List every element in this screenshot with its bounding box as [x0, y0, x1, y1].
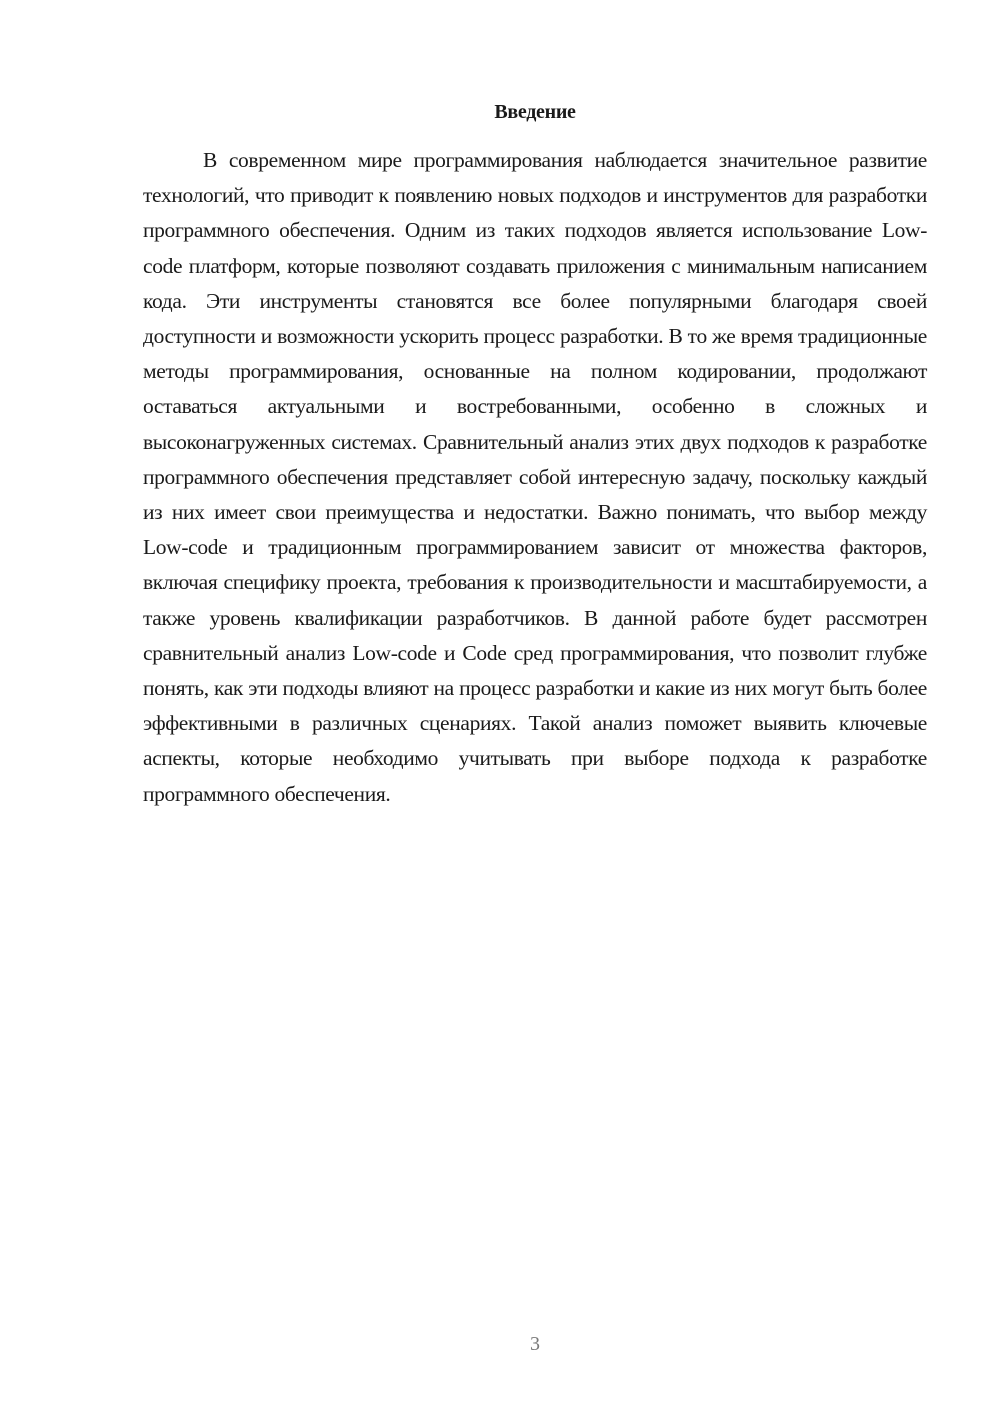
body-paragraph: В современном мире программирования наблюдается значительное развитие технологий, что приводит к появлению новых подходов и инструментов для разработки программного обеспечения. Одним из таких подходов является использование Low-code платформ, которые позволяют создавать приложения с минимальным написанием кода. Эти инструменты становятся все более популярными благодаря своей доступности и возможности ускорить процесс разработки. В то же время традиционные методы программирования, основанные на полном кодировании, продолжают оставаться актуальными и востребованными, особенно в сложных и высоконагруженных системах. Сравнительный анализ этих двух подходов к разработке программного обеспечения представляет собой интересную задачу, поскольку каждый из них имеет свои преимущества и недостатки. Важно понимать, что выбор между Low-code и традиционным программированием зависит от множества факторов, включая специфику проекта, требования к производительности и масштабируемости, а также уровень квалификации разработчиков. В данной работе будет рассмотрен сравнительный анализ Low-code и Code сред программирования, что позволит глубже понять, как эти подходы влияют на процесс разработки и какие из них могут быть более эффективными в различных сценариях. Такой анализ поможет выявить ключевые аспекты, которые необходимо учитывать при выборе подхода к разработке программного обеспечения.: [143, 148, 927, 806]
page-number: 3: [530, 1333, 540, 1355]
section-heading: Введение: [494, 101, 576, 123]
